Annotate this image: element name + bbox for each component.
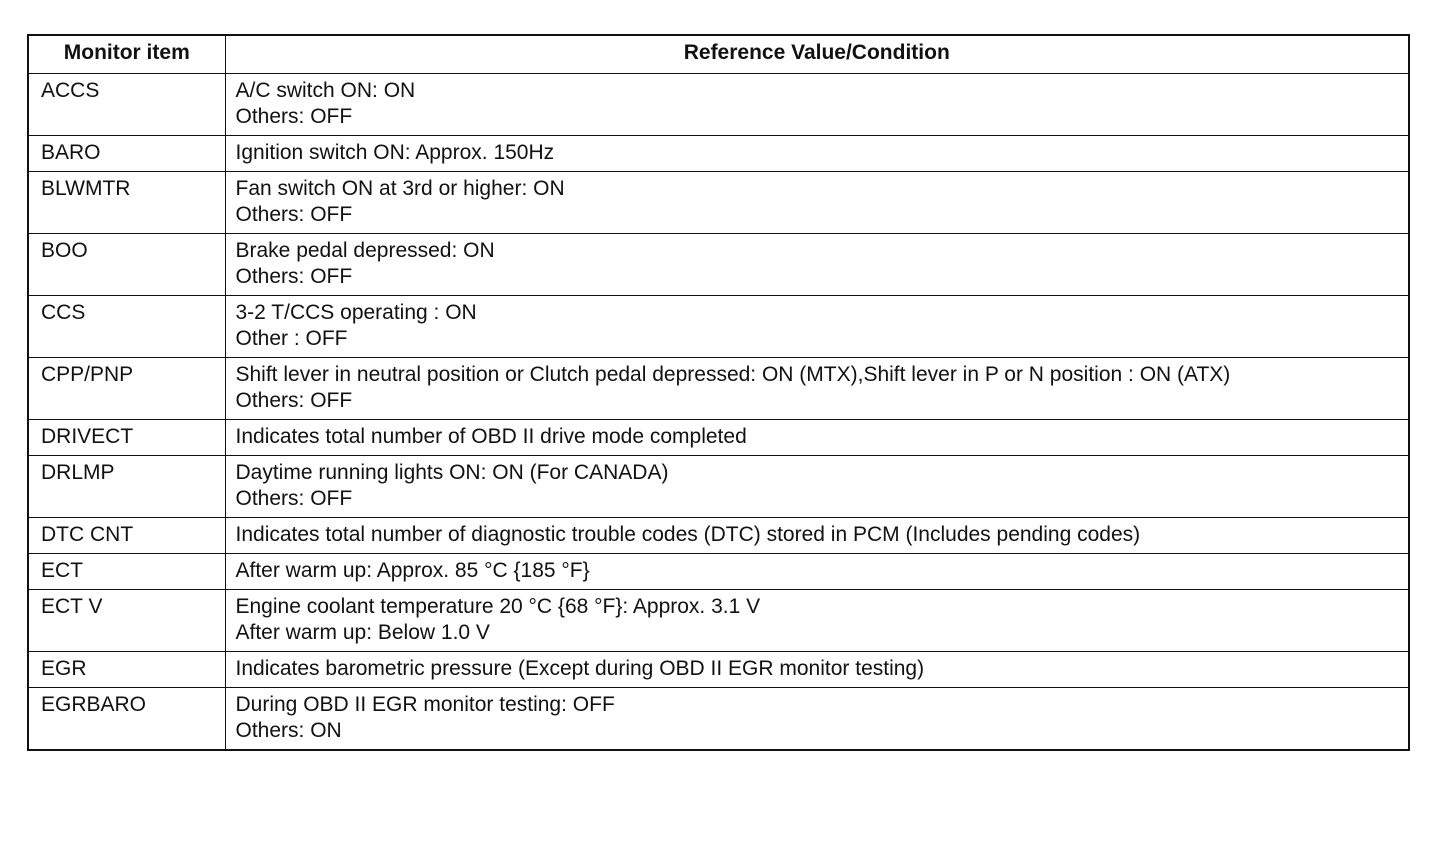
reference-value-line: Brake pedal depressed: ON	[235, 239, 495, 262]
reference-value-cell	[225, 296, 1409, 358]
monitor-item-cell: ECT V	[28, 590, 225, 652]
reference-value-line: Indicates barometric pressure (Except during OBD II EGR monitor testing)	[235, 657, 925, 680]
reference-value-line: Indicates total number of OBD II drive mode completed	[235, 425, 747, 448]
table-row	[28, 652, 1409, 688]
monitor-item-cell: ACCS	[28, 74, 225, 136]
table-row	[28, 590, 1409, 652]
table-row	[28, 172, 1409, 234]
reference-value-cell	[225, 456, 1409, 518]
table-row	[28, 234, 1409, 296]
table-row	[28, 420, 1409, 456]
reference-value-cell	[225, 590, 1409, 652]
table-row	[28, 74, 1409, 136]
monitor-item-cell: DRLMP	[28, 456, 225, 518]
reference-value-line: During OBD II EGR monitor testing: OFF	[235, 693, 615, 716]
table-row	[28, 296, 1409, 358]
reference-value-cell	[225, 688, 1409, 751]
reference-value-cell	[225, 554, 1409, 590]
reference-value-line: Others: ON	[235, 719, 342, 742]
table-row	[28, 456, 1409, 518]
reference-value-line: Ignition switch ON: Approx. 150Hz	[235, 141, 555, 164]
table-row	[28, 518, 1409, 554]
monitor-item-cell: BARO	[28, 136, 225, 172]
reference-value-line: Others: OFF	[235, 389, 353, 412]
monitor-item-cell: BLWMTR	[28, 172, 225, 234]
monitor-item-cell: ECT	[28, 554, 225, 590]
column-header-monitor-item: Monitor item	[28, 35, 225, 74]
column-header-reference-value: Reference Value/Condition	[225, 35, 1409, 74]
monitor-item-cell: EGR	[28, 652, 225, 688]
reference-value-line: Daytime running lights ON: ON (For CANADA)	[235, 461, 669, 484]
reference-value-line: Engine coolant temperature 20 °C {68 °F}: Approx. 3.1 V	[235, 595, 761, 618]
reference-value-cell	[225, 518, 1409, 554]
reference-value-cell	[225, 172, 1409, 234]
reference-value-cell	[225, 234, 1409, 296]
table-row	[28, 554, 1409, 590]
table-row	[28, 136, 1409, 172]
monitor-item-cell: CPP/PNP	[28, 358, 225, 420]
monitor-item-cell: BOO	[28, 234, 225, 296]
table-row	[28, 358, 1409, 420]
reference-value-cell	[225, 420, 1409, 456]
monitor-reference-table-container	[27, 34, 1408, 751]
monitor-item-cell: CCS	[28, 296, 225, 358]
reference-value-line: Fan switch ON at 3rd or higher: ON	[235, 177, 565, 200]
table-header-row	[28, 35, 1409, 74]
reference-value-line: After warm up: Approx. 85 °C {185 °F}	[235, 559, 590, 582]
reference-value-line: Shift lever in neutral position or Clutch pedal depressed: ON (MTX),Shift lever in P or N position : ON (ATX)	[235, 363, 1231, 386]
table-body	[28, 74, 1409, 751]
reference-value-line: A/C switch ON: ON	[235, 79, 416, 102]
table-row	[28, 688, 1409, 751]
monitor-item-cell: DTC CNT	[28, 518, 225, 554]
reference-value-cell	[225, 358, 1409, 420]
reference-value-cell	[225, 136, 1409, 172]
reference-value-line: Other : OFF	[235, 327, 348, 350]
monitor-item-cell: DRIVECT	[28, 420, 225, 456]
reference-value-line: After warm up: Below 1.0 V	[235, 621, 490, 644]
reference-value-cell	[225, 652, 1409, 688]
reference-value-line: Others: OFF	[235, 105, 353, 128]
reference-value-line: Others: OFF	[235, 487, 353, 510]
reference-value-line: 3-2 T/CCS operating : ON	[235, 301, 477, 324]
reference-value-line: Others: OFF	[235, 265, 353, 288]
reference-value-line: Indicates total number of diagnostic trouble codes (DTC) stored in PCM (Includes pending codes)	[235, 523, 1141, 546]
reference-value-line: Others: OFF	[235, 203, 353, 226]
monitor-reference-table	[27, 34, 1410, 751]
monitor-item-cell: EGRBARO	[28, 688, 225, 751]
reference-value-cell	[225, 74, 1409, 136]
